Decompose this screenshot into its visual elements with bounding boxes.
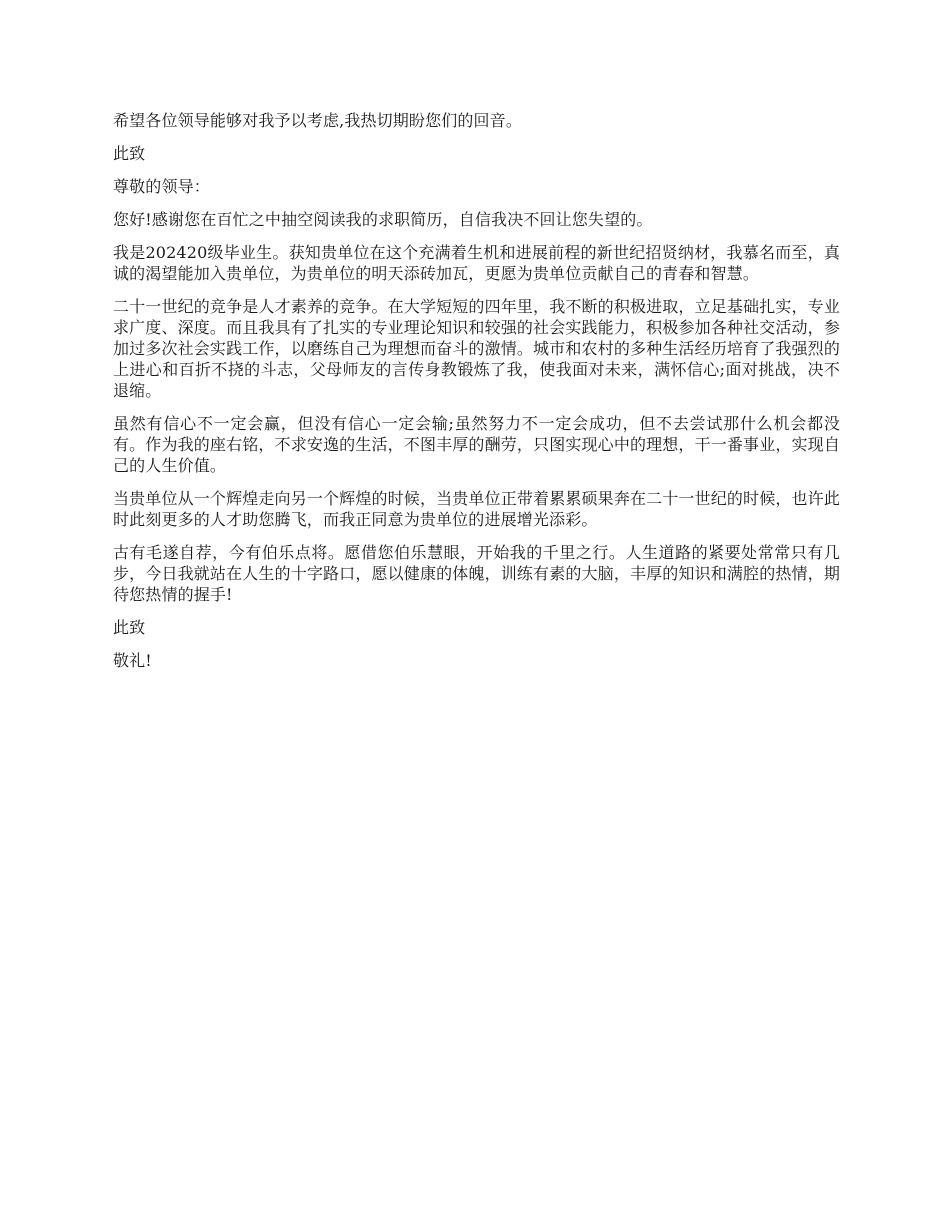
salutation-cizhi-1: 此致: [113, 144, 146, 163]
closing-hope-paragraph: 希望各位领导能够对我予以考虑,我热切期盼您们的回音。: [113, 111, 522, 130]
thanks-paragraph: 您好!感谢您在百忙之中抽空阅读我的求职简历，自信我决不回让您失望的。: [113, 210, 653, 229]
document-body: [113, 110, 840, 683]
salutation-jingli: 敬礼!: [113, 651, 152, 670]
introduction-paragraph: 我是202420级毕业生。获知贵单位在这个充满着生机和进展前程的新世纪招贤纳材，我慕名而至，真诚的渴望能加入贵单位，为贵单位的明天添砖加瓦，更愿为贵单位贡献自己的青春和智慧。: [113, 243, 840, 283]
glory-paragraph: 当贵单位从一个辉煌走向另一个辉煌的时候，当贵单位正带着累累硕果奔在二十一世纪的时候，也许此时此刻更多的人才助您腾飞，而我正同意为贵单位的进展增光添彩。: [113, 489, 840, 529]
salutation-cizhi-2: 此致: [113, 618, 146, 637]
competition-paragraph: 二十一世纪的竞争是人才素养的竞争。在大学短短的四年里，我不断的积极进取，立足基础扎实，专业求广度、深度。而且我具有了扎实的专业理论知识和较强的社会实践能力，积极参加各种社交活动，参加过多次社会实践工作，以磨练自己为理想而奋斗的激情。城市和农村的多种生活经历培育了我强烈的上进心和百折不挠的斗志，父母师友的言传身教锻炼了我，使我面对未来，满怀信心;面对挑战，决不退缩。: [113, 297, 840, 400]
self-recommend-paragraph: 古有毛遂自荐，今有伯乐点将。愿借您伯乐慧眼，开始我的千里之行。人生道路的紧要处常常只有几步，今日我就站在人生的十字路口，愿以健康的体魄，训练有素的大脑，丰厚的知识和满腔的热情，期待您热情的握手!: [113, 543, 840, 604]
greeting-dear-leader: 尊敬的领导：: [113, 177, 210, 196]
confidence-paragraph: 虽然有信心不一定会赢，但没有信心一定会输;虽然努力不一定会成功，但不去尝试那什么机会都没有。作为我的座右铭，不求安逸的生活，不图丰厚的酬劳，只图实现心中的理想，干一番事业，实现自己的人生价值。: [113, 414, 840, 475]
